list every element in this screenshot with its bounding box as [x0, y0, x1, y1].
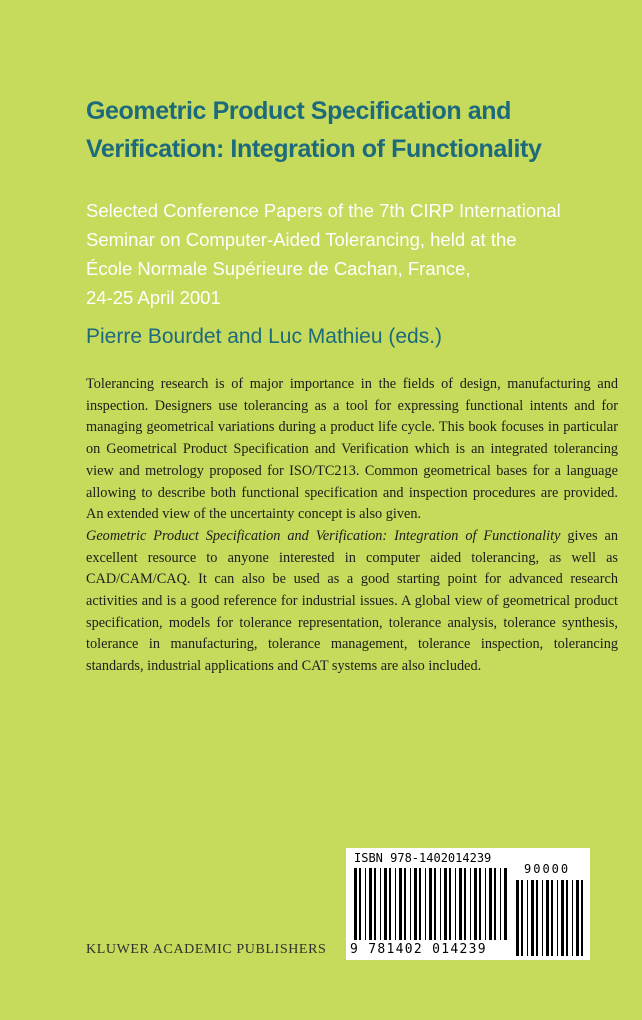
barcode-bar: [531, 880, 534, 956]
barcode-bar: [395, 868, 396, 940]
barcode-bar: [474, 868, 477, 940]
book-title-line-2: Verification: Integration of Functionality: [86, 135, 542, 163]
barcode-bar: [551, 880, 553, 956]
book-title-line-1: Geometric Product Specification and: [86, 97, 511, 125]
barcode-bar: [354, 868, 357, 940]
barcode-bar: [494, 868, 496, 940]
isbn-label: ISBN 978-1402014239: [354, 851, 492, 865]
barcode-bar: [374, 868, 376, 940]
barcode-bar: [470, 868, 471, 940]
book-description: [86, 374, 618, 678]
barcode-bar: [389, 868, 391, 940]
barcode-bar: [459, 868, 462, 940]
barcode-bar: [369, 868, 372, 940]
barcode-bar: [581, 880, 583, 956]
barcode-bar: [557, 880, 558, 956]
barcode-bar: [566, 880, 568, 956]
book-authors: Pierre Bourdet and Luc Mathieu (eds.): [86, 325, 443, 348]
barcode-bar: [410, 868, 411, 940]
barcode-bar: [414, 868, 417, 940]
barcode-bar: [485, 868, 486, 940]
isbn-barcode: [346, 848, 590, 960]
barcode-bar: [455, 868, 456, 940]
barcode-bar: [440, 868, 441, 940]
barcode-bar: [516, 880, 519, 956]
barcode-bar: [572, 880, 573, 956]
barcode-bar: [504, 868, 507, 940]
description-book-title: Geometric Product Specification and Verification: Integration of Functionality: [86, 527, 561, 544]
barcode-bar: [521, 880, 523, 956]
description-paragraph-1: Tolerancing research is of major importance in the fields of design, manufacturing and inspection. Designers use tolerancing as a tool for expressing functional intents and for managing geometrical variations during a product life cycle. This book focuses in particular on Geometrical Product Specification and Verification which is an integrated tolerancing view and metrology proposed for ISO/TC213. Common geometrical bases for a language allowing to describe both functional specification and inspection procedures are provided. An extended view of the uncertainty concept is also given.: [86, 376, 618, 523]
book-subtitle: [86, 196, 626, 312]
subtitle-line-1: Selected Conference Papers of the 7th CIRP International: [86, 200, 561, 221]
barcode-bar: [434, 868, 436, 940]
barcode-bar: [365, 868, 366, 940]
barcode-bar: [527, 880, 528, 956]
barcode-bar: [546, 880, 549, 956]
subtitle-line-4: 24-25 April 2001: [86, 287, 221, 308]
barcode-bar: [489, 868, 492, 940]
description-paragraph-2-text: gives an excellent resource to anyone interested in computer aided tolerancing, as well as CAD/CAM/CAQ. It can also be used as a good starting point for advanced research activities and is a good reference for industrial issues. A global view of geometrical product specification, models for tolerance representation, tolerance analysis, tolerance synthesis, tolerance in manufacturing, tolerance management, tolerance inspection, tolerancing standards, industrial applications and CAT systems are also included.: [86, 527, 618, 675]
publisher-name: KLUWER ACADEMIC PUBLISHERS: [86, 942, 327, 957]
barcode-bar: [536, 880, 538, 956]
subtitle-line-2: Seminar on Computer-Aided Tolerancing, held at the: [86, 229, 517, 250]
barcode-bar: [429, 868, 432, 940]
subtitle-line-3: École Normale Supérieure de Cachan, France,: [86, 258, 471, 279]
barcode-bar: [419, 868, 421, 940]
barcode-bar: [576, 880, 579, 956]
barcode-bar: [500, 868, 501, 940]
barcode-bar: [425, 868, 426, 940]
barcode-bar: [380, 868, 381, 940]
barcode-bar: [384, 868, 387, 940]
description-paragraph-2: [86, 526, 618, 678]
barcode-bar: [444, 868, 447, 940]
barcode-bar: [399, 868, 402, 940]
barcode-bar: [561, 880, 564, 956]
barcode-number: 9 781402 014239: [350, 942, 487, 957]
barcode-bar: [464, 868, 466, 940]
barcode-bar: [542, 880, 543, 956]
barcode-bar: [359, 868, 361, 940]
barcode-bar: [479, 868, 481, 940]
barcode-addon-number: 90000: [524, 862, 571, 876]
barcode-bar: [404, 868, 406, 940]
barcode-bar: [449, 868, 451, 940]
book-title: [86, 92, 616, 168]
